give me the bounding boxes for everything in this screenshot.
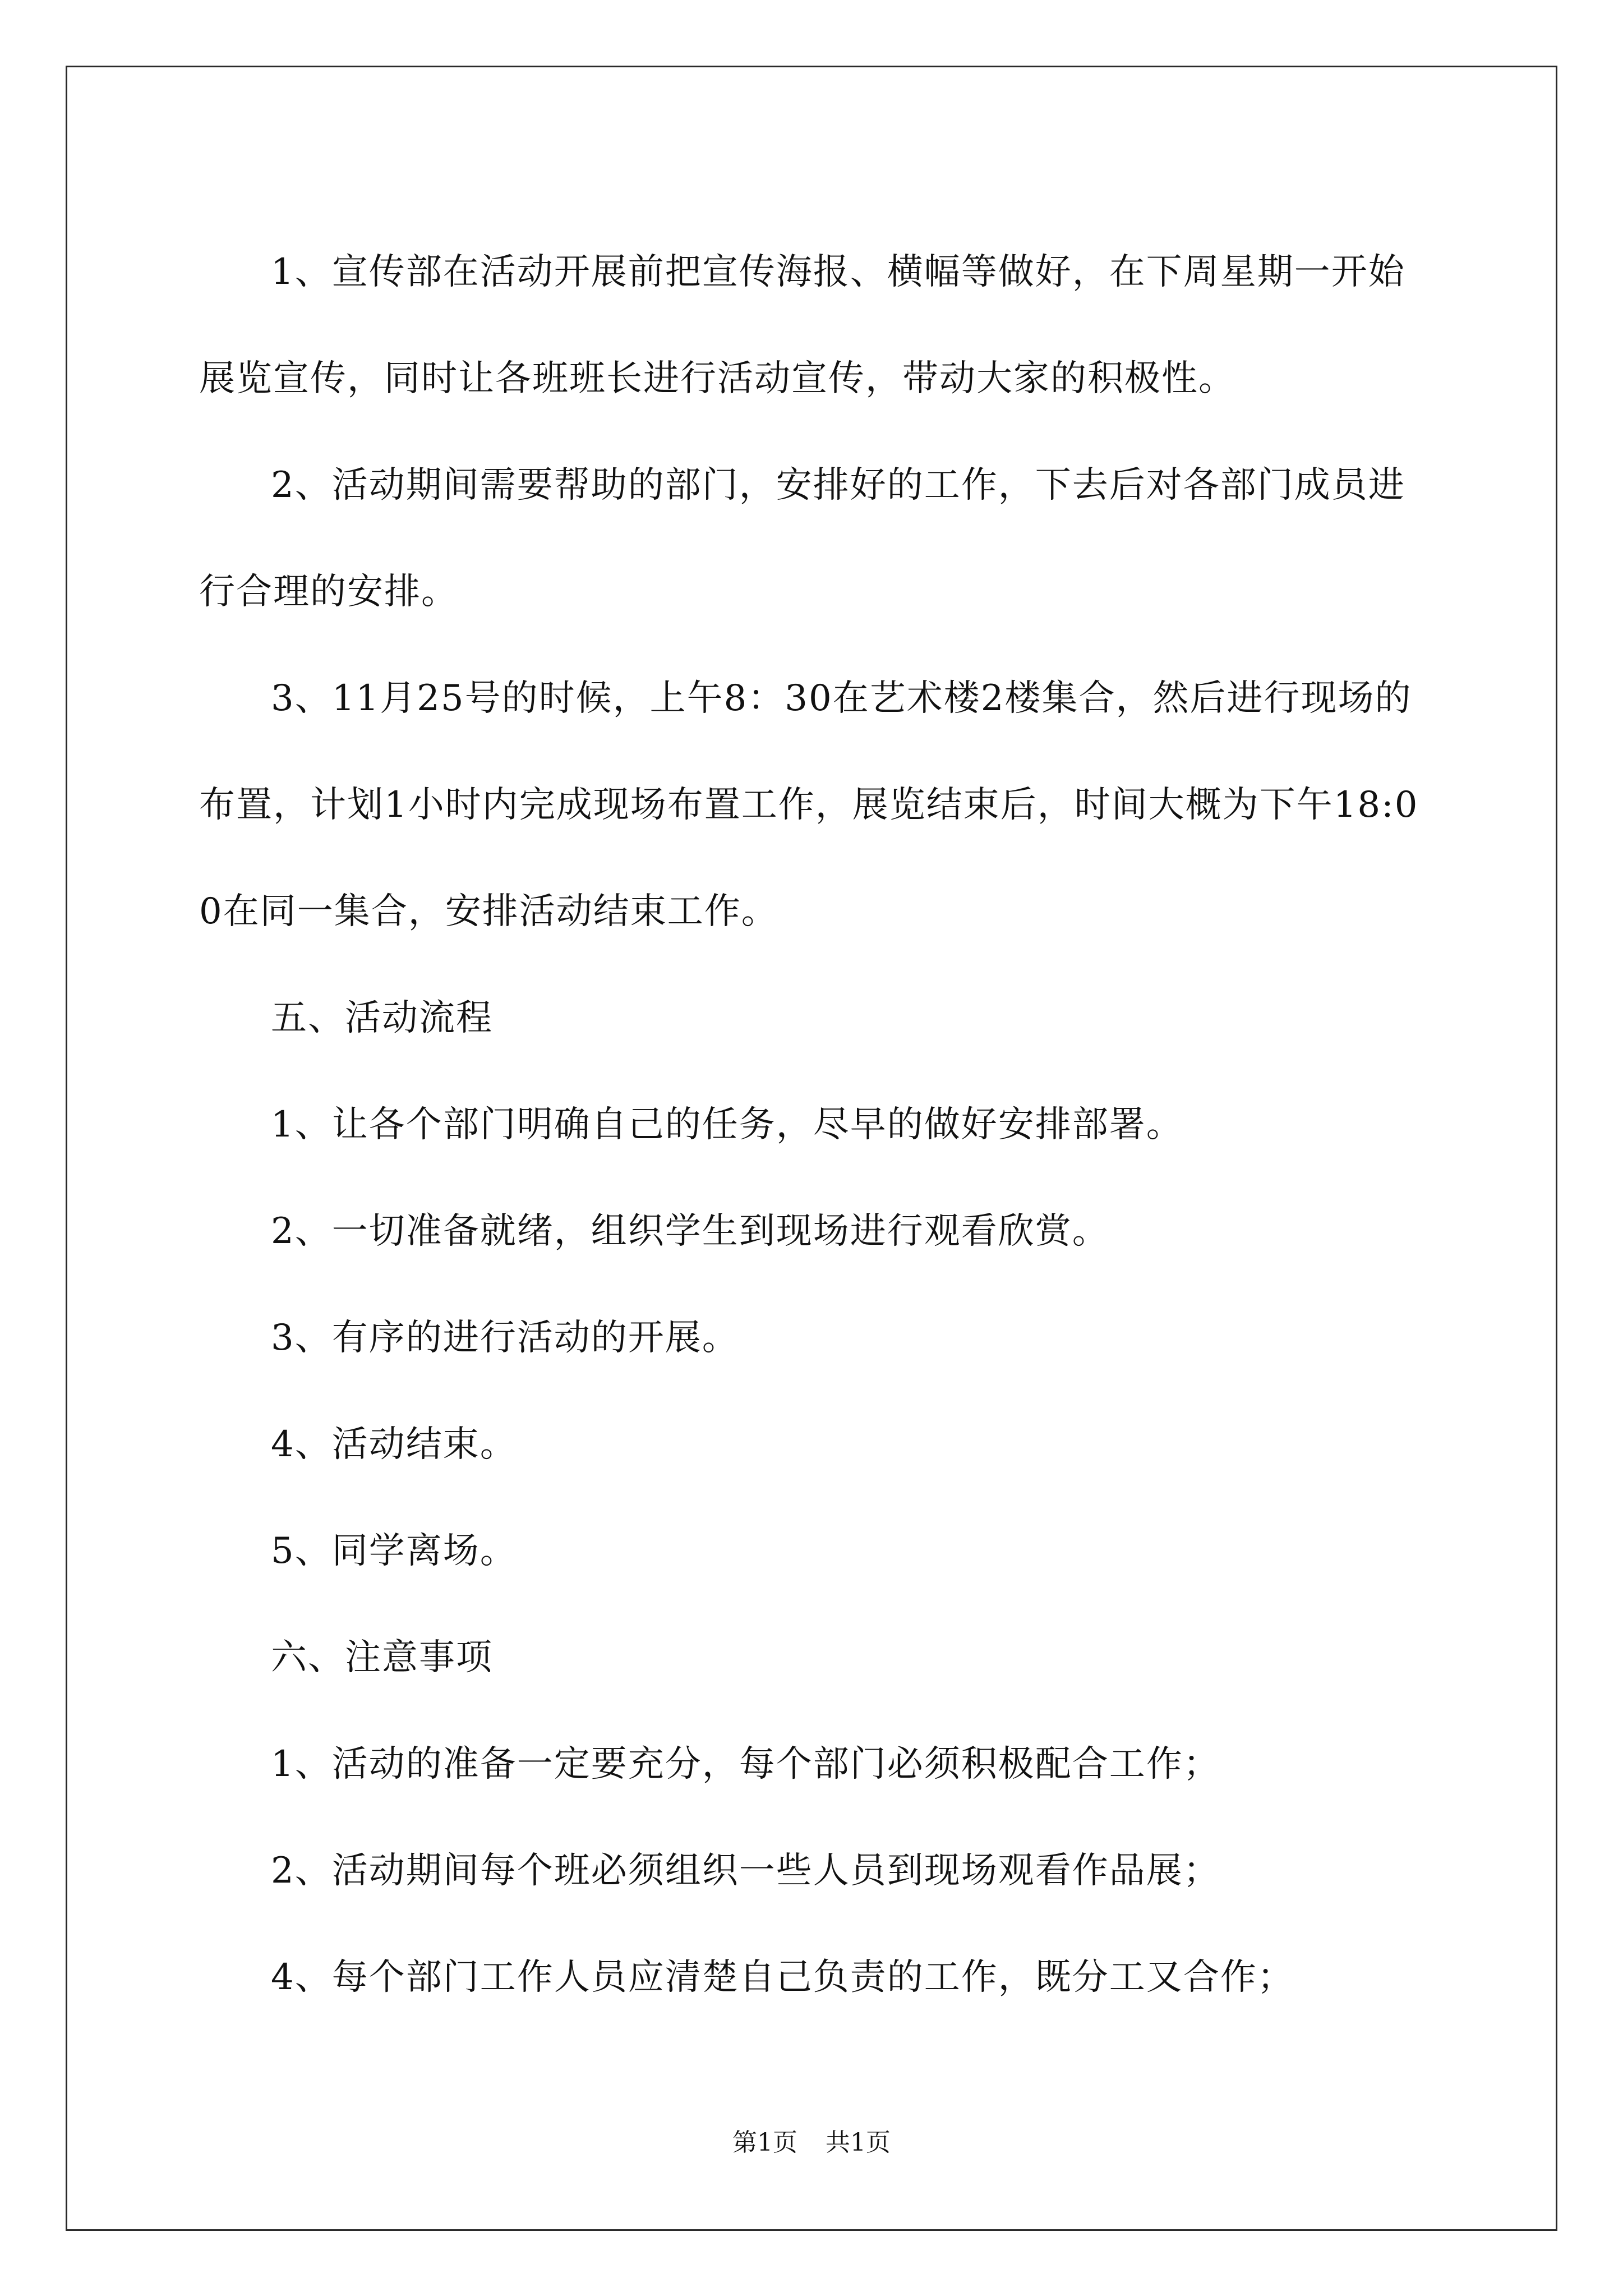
- paragraph: 4、每个部门工作人员应清楚自己负责的工作，既分工又合作；: [271, 1957, 1294, 1998]
- paragraph: 4、活动结束。: [271, 1424, 517, 1465]
- paragraph: 3、11月25号的时候，上午8：30在艺术楼2楼集合，然后进行现场的布置，计划1小时内完成现场布置工作，展览结束后，时间大概为下午18:00在同一集合，安排活动结束工作。: [199, 678, 1419, 932]
- page-total: 共1页: [826, 2128, 891, 2157]
- paragraph: 1、活动的准备一定要充分，每个部门必须积极配合工作；: [271, 1743, 1220, 1785]
- section-heading: 六、注意事项: [271, 1637, 493, 1678]
- paragraph: 2、活动期间每个班必须组织一些人员到现场观看作品展；: [271, 1850, 1220, 1892]
- document-body: [199, 219, 1424, 2031]
- paragraph: 2、活动期间需要帮助的部门，安排好的工作，下去后对各部门成员进行合理的安排。: [199, 464, 1405, 613]
- paragraph: 2、一切准备就绪，组织学生到现场进行观看欣赏。: [271, 1211, 1109, 1252]
- paragraph: 1、让各个部门明确自己的任务，尽早的做好安排部署。: [271, 1104, 1183, 1145]
- paragraph: 3、有序的进行活动的开展。: [271, 1317, 739, 1359]
- page-footer: [0, 2126, 1623, 2160]
- paragraph: 5、同学离场。: [271, 1530, 517, 1572]
- page-number: 第1页: [732, 2128, 797, 2157]
- section-heading: 五、活动流程: [271, 997, 493, 1039]
- paragraph: 1、宣传部在活动开展前把宣传海报、横幅等做好，在下周星期一开始展览宣传，同时让各班班长进行活动宣传，带动大家的积极性。: [199, 251, 1405, 399]
